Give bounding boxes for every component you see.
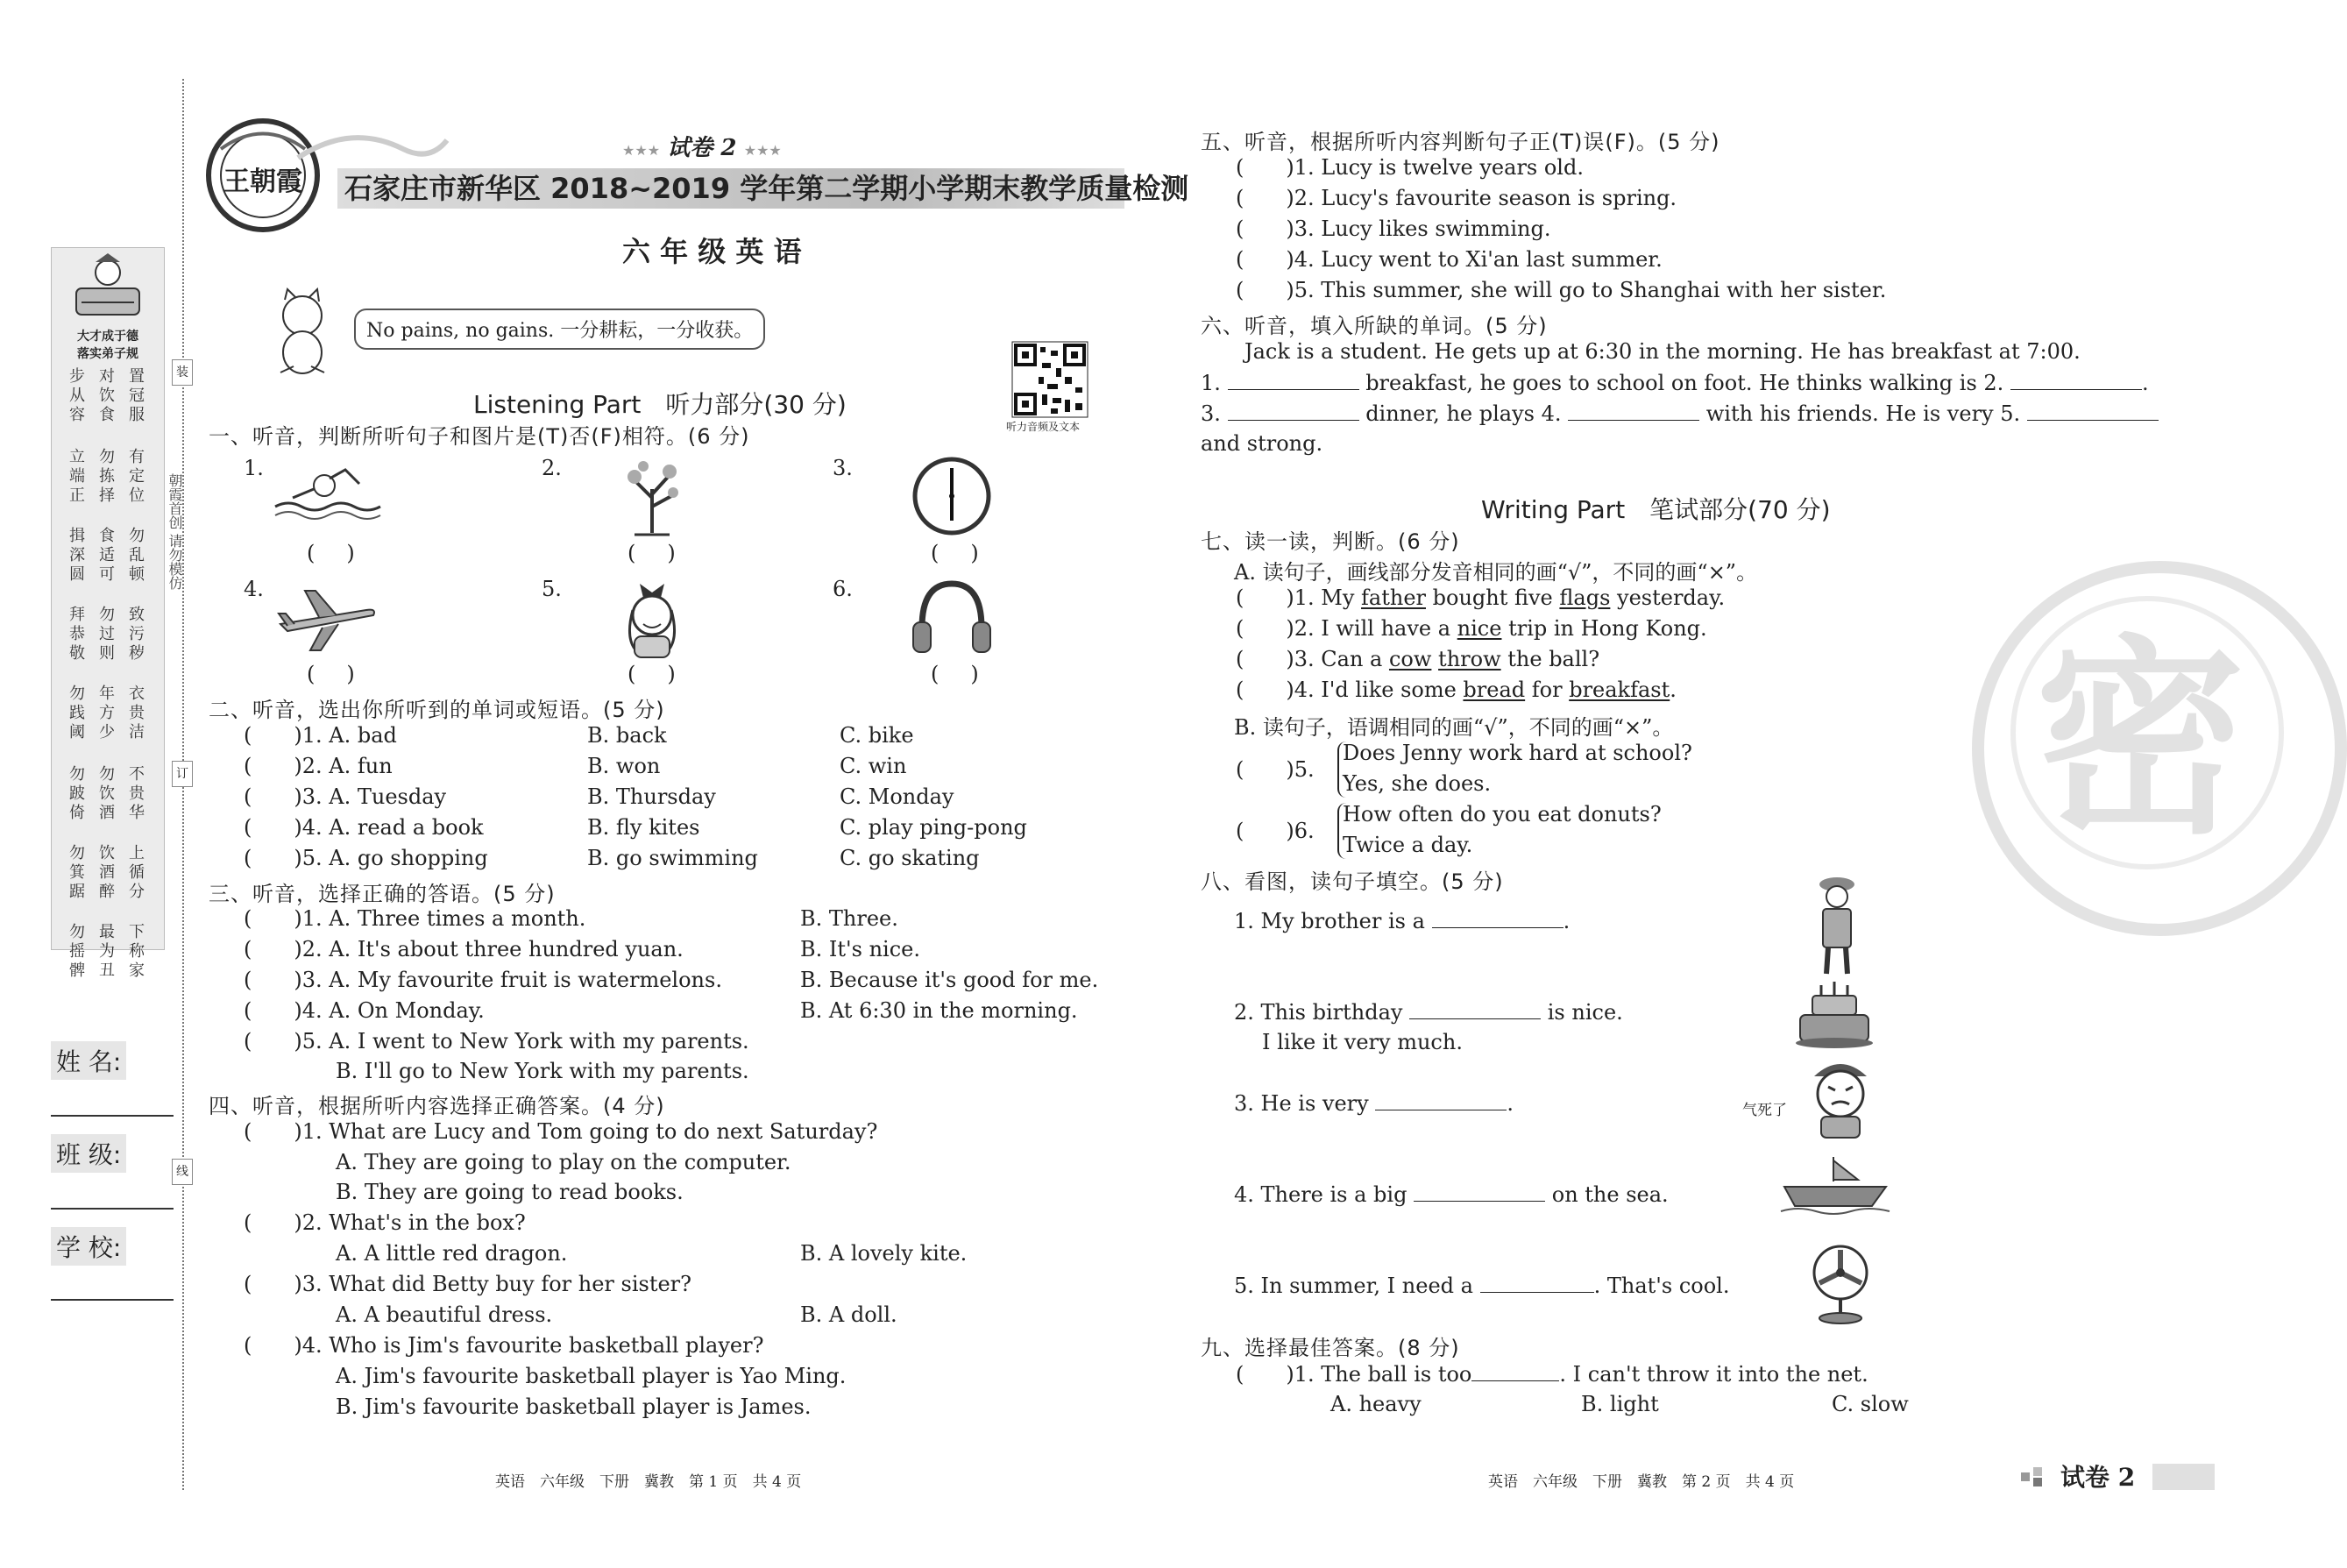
s3-row (244, 906, 585, 931)
s5-statement: )5. This summer, she will go to Shanghai with her sister. (1286, 278, 1887, 302)
section-4-heading: 四、听音，根据所听内容选择正确答案。(4 分) (209, 1094, 665, 1118)
s7-q6-number: ( )6. (1236, 819, 1315, 843)
answer-paren-open[interactable]: ( (244, 998, 252, 1023)
s3-option-a: )3. A. My favourite fruit is watermelons. (294, 968, 722, 992)
motto-bubble: No pains, no gains. 一分耕耘，一分收获。 (354, 309, 765, 350)
s2-row (244, 723, 397, 748)
s3-option-a: )4. A. On Monday. (294, 998, 485, 1023)
answer-paren-open[interactable]: ( (1236, 647, 1244, 671)
tree-icon (608, 454, 713, 538)
picture-number: 1. (244, 456, 264, 480)
birthday-cake-icon (1795, 980, 1874, 1050)
sidebar-title-1: 大才成于德 (77, 330, 138, 344)
sidebar-verse: 最为丑 (99, 923, 115, 980)
section-6-heading: 六、听音，填入所缺的单词。(5 分) (1201, 314, 1548, 338)
s8-blank-2[interactable] (1409, 999, 1541, 1019)
s2-option-b: B. back (587, 723, 667, 748)
s2-row (244, 784, 446, 809)
s2-row (244, 846, 488, 870)
sidebar-verse: 勿践阈 (69, 685, 85, 741)
paper-label-row: ★★★ 试卷 2 ★★★ (622, 135, 782, 161)
answer-paren-open[interactable]: ( (1236, 278, 1244, 302)
sidebar-verse: 饮酒醉 (99, 844, 115, 901)
sidebar-title-2: 落实弟子规 (77, 347, 138, 361)
s9-q1-a: A. heavy (1330, 1392, 1422, 1416)
section-1-heading: 一、听音，判断所听句子和图片是(T)否(F)相符。(6 分) (209, 424, 750, 449)
seal-mark-1: 装 (172, 359, 193, 386)
s3-option-b: B. Three. (800, 906, 898, 931)
name-label: 姓 名: (51, 1041, 126, 1080)
s4-q4: ( )4. Who is Jim's favourite basketball player? (244, 1333, 764, 1358)
qr-code-icon[interactable] (1012, 342, 1088, 417)
s2-option-b: B. Thursday (587, 784, 716, 809)
sidebar-verse: 食适可 (99, 527, 115, 584)
writing-title: Writing Part 笔试部分(70 分) (1481, 495, 1831, 524)
s3-option-a: )2. A. It's about three hundred yuan. (294, 937, 684, 961)
qr-caption: 听力音频及文本 (1006, 421, 1081, 433)
answer-parentheses[interactable]: () (307, 541, 386, 565)
sentence-part: )1. My (1286, 585, 1362, 610)
sidebar-verse: 拜恭敬 (69, 606, 85, 663)
s4-q1: ( )1. What are Lucy and Tom going to do next Saturday? (244, 1119, 878, 1144)
sidebar-verse: 勿乱顿 (129, 527, 145, 584)
class-label: 班 级: (51, 1134, 126, 1173)
answer-parentheses[interactable]: () (307, 662, 386, 686)
s4-q1-a: A. They are going to play on the computer. (336, 1150, 791, 1174)
answer-paren-open[interactable]: ( (244, 906, 252, 931)
sidebar-verse: 立端正 (69, 448, 85, 505)
s6-paragraph-line-4: and strong. (1201, 431, 1323, 456)
s7-q6-line-a: How often do you eat donuts? (1343, 802, 1662, 827)
s7-q5-line-b: Yes, she does. (1343, 771, 1492, 796)
picture-number: 6. (833, 577, 853, 601)
sidebar-verse: 步从容 (69, 367, 85, 424)
sidebar-verse: 勿饮酒 (99, 765, 115, 822)
s8-blank-5[interactable] (1480, 1273, 1594, 1293)
sentence-part: the ball? (1500, 647, 1600, 671)
s4-q3-b: B. A doll. (800, 1302, 897, 1327)
answer-paren-open[interactable]: ( (244, 937, 252, 961)
s6-paragraph-line-2: 1. breakfast, he goes to school on foot. He thinks walking is 2. . (1201, 371, 2149, 395)
sidebar-verse: 致污秽 (129, 606, 145, 663)
s7-a-row (1236, 616, 1707, 641)
sidebar-verse: 勿摇髀 (69, 923, 85, 980)
section-9-heading: 九、选择最佳答案。(8 分) (1201, 1336, 1460, 1360)
s3-option-a: )1. A. Three times a month. (294, 906, 586, 931)
s2-row (244, 754, 393, 778)
s3-row (244, 998, 485, 1023)
school-field[interactable] (51, 1297, 174, 1301)
seal-mark-2: 订 (172, 761, 193, 787)
s2-option-c: C. play ping-pong (840, 815, 1027, 840)
sentence-part: . (1670, 678, 1677, 702)
s2-option-a: )2. A. fun (294, 754, 393, 778)
s4-q2-a: A. A little red dragon. (336, 1241, 568, 1266)
s3-row (244, 937, 684, 961)
seal-mark-3: 线 (172, 1159, 193, 1185)
sidebar-verse: 不贵华 (129, 765, 145, 822)
s7-q5-number: ( )5. (1236, 757, 1315, 782)
s3-option-b: B. It's nice. (800, 937, 920, 961)
class-field[interactable] (51, 1206, 174, 1210)
sentence-part: for (1525, 678, 1570, 702)
answer-paren-open[interactable]: ( (244, 968, 252, 992)
s2-option-a: )5. A. go shopping (294, 846, 488, 870)
answer-paren-open[interactable]: ( (1236, 678, 1244, 702)
sidebar-panel (51, 247, 165, 980)
s5-statement: )1. Lucy is twelve years old. (1286, 155, 1584, 180)
sidebar-verse: 有定位 (129, 448, 145, 505)
s8-item-2: 2. This birthday is nice. (1234, 1000, 1623, 1025)
s7-a-row (1236, 678, 1677, 702)
answer-parentheses[interactable]: () (628, 662, 707, 686)
s9-q1: ( )1. The ball is too . I can't throw it into the net. (1236, 1362, 1868, 1387)
answer-paren-open[interactable]: ( (244, 784, 252, 809)
s2-option-c: C. bike (840, 723, 914, 748)
section-2-heading: 二、听音，选出你所听到的单词或短语。(5 分) (209, 698, 665, 722)
s3-option-b: B. At 6:30 in the morning. (800, 998, 1078, 1023)
s8-item-5: 5. In summer, I need a . That's cool. (1234, 1274, 1730, 1298)
s7-q5-line-a: Does Jenny work hard at school? (1343, 741, 1692, 765)
sidebar-verse: 勿跛倚 (69, 765, 85, 822)
sentence-part: )3. Can a (1286, 647, 1389, 671)
name-field[interactable] (51, 1113, 174, 1117)
s3-option-b: B. Because it's good for me. (800, 968, 1099, 992)
answer-paren-open[interactable]: ( (244, 1029, 252, 1054)
s4-q3: ( )3. What did Betty buy for her sister? (244, 1272, 692, 1296)
subject-title: 六 年 级 英 语 (622, 235, 802, 268)
s9-q1-b: B. light (1581, 1392, 1659, 1416)
electric-fan-icon (1805, 1243, 1875, 1327)
s2-row (244, 815, 484, 840)
sidebar-verse: 衣贵洁 (129, 685, 145, 741)
section-8-heading: 八、看图，读句子填空。(5 分) (1201, 869, 1504, 894)
vertical-note: 朝霞首创 请勿模仿 (167, 473, 183, 591)
s7-a-row (1236, 585, 1725, 610)
section-7-heading: 七、读一读，判断。(6 分) (1201, 529, 1460, 554)
section-5-heading: 五、听音，根据所听内容判断句子正(T)误(F)。(5 分) (1201, 130, 1720, 154)
s7-a-instruction: A. 读句子，画线部分发音相同的画“√”，不同的画“×”。 (1234, 560, 1758, 585)
underlined-word: father (1361, 585, 1426, 610)
swimming-icon (275, 454, 380, 538)
sidebar-verse: 勿拣择 (99, 448, 115, 505)
airplane-icon (275, 575, 380, 659)
answer-paren-open[interactable]: ( (1236, 186, 1244, 210)
sidebar-verse: 揖深圆 (69, 527, 85, 584)
answer-paren-open[interactable]: ( (1236, 616, 1244, 641)
headphones-icon (908, 575, 1013, 659)
picture-number: 3. (833, 456, 853, 480)
sentence-part: )2. I will have a (1286, 616, 1457, 641)
s8-blank-3[interactable] (1375, 1090, 1507, 1110)
underlined-word: bread (1463, 678, 1526, 702)
cat-mascot-icon (263, 289, 351, 377)
s5-statement: )4. Lucy went to Xi'an last summer. (1286, 247, 1663, 272)
s4-q2: ( )2. What's in the box? (244, 1210, 526, 1235)
sentence-part: trip in Hong Kong. (1501, 616, 1707, 641)
exam-title: 石家庄市新华区 2018~2019 学年第二学期小学期末教学质量检测 (337, 168, 1124, 209)
sidebar-verse: 对饮食 (99, 367, 115, 424)
sentence-part: bought five (1426, 585, 1560, 610)
brand-logo-text: 王朝霞 (223, 167, 302, 197)
answer-paren-open[interactable]: ( (244, 815, 252, 840)
s2-option-c: C. win (840, 754, 907, 778)
s9-blank-1[interactable] (1471, 1361, 1559, 1381)
s2-option-a: )4. A. read a book (294, 815, 484, 840)
s5-row (1236, 247, 1663, 272)
s8-item-4: 4. There is a big on the sea. (1234, 1182, 1669, 1207)
s6-blank-5[interactable] (2027, 401, 2159, 421)
s2-option-b: B. won (587, 754, 661, 778)
s7-a-row (1236, 647, 1599, 671)
s6-blank-2[interactable] (2010, 370, 2142, 390)
s8-item-3: 3. He is very . (1234, 1091, 1514, 1116)
s5-row (1236, 216, 1551, 241)
s2-option-c: C. Monday (840, 784, 954, 809)
s2-option-a: )1. A. bad (294, 723, 397, 748)
s4-q4-b: B. Jim's favourite basketball player is James. (336, 1394, 812, 1419)
school-label: 学 校: (51, 1227, 126, 1266)
s4-q2-b: B. A lovely kite. (800, 1241, 968, 1266)
sentence-part: yesterday. (1610, 585, 1726, 610)
answer-paren-open[interactable]: ( (1236, 216, 1244, 241)
s5-statement: )3. Lucy likes swimming. (1286, 216, 1551, 241)
ship-icon (1781, 1155, 1890, 1217)
sidebar-verse: 上循分 (129, 844, 145, 901)
s6-blank-3[interactable] (1228, 401, 1359, 421)
sidebar-verse: 勿箕踞 (69, 844, 85, 901)
picture-number: 5. (542, 577, 562, 601)
footer-right: 英语 六年级 下册 冀教 第 2 页 共 4 页 (1488, 1473, 1795, 1491)
girl-icon (608, 575, 713, 659)
s3-option-a: )5. A. I went to New York with my parents. (294, 1029, 749, 1054)
answer-paren-open[interactable]: ( (1236, 155, 1244, 180)
s3-row (244, 1029, 749, 1054)
picture-number: 4. (244, 577, 264, 601)
s6-blank-1[interactable] (1228, 370, 1359, 390)
police-officer-icon (1811, 872, 1863, 977)
s6-blank-4[interactable] (1568, 401, 1699, 421)
s2-option-b: B. fly kites (587, 815, 700, 840)
s4-q3-a: A. A beautiful dress. (336, 1302, 553, 1327)
s2-option-c: C. go skating (840, 846, 980, 870)
answer-paren-open[interactable]: ( (244, 723, 252, 748)
paper-label: 试卷 2 (667, 135, 737, 161)
confidential-watermark: 密 (1972, 561, 2347, 936)
footer-left: 英语 六年级 下册 冀教 第 1 页 共 4 页 (495, 1473, 802, 1491)
s2-option-b: B. go swimming (587, 846, 758, 870)
s2-option-a: )3. A. Tuesday (294, 784, 447, 809)
s8-blank-4[interactable] (1414, 1181, 1545, 1202)
scholar-icon (69, 253, 146, 323)
s3-q5-option-b: B. I'll go to New York with my parents. (336, 1059, 749, 1083)
answer-paren-open[interactable]: ( (244, 846, 252, 870)
clock-icon (908, 454, 1013, 538)
sidebar-verse: 勿过则 (99, 606, 115, 663)
s5-row (1236, 186, 1677, 210)
corner-badge (2021, 1463, 2215, 1492)
s5-row (1236, 155, 1584, 180)
s8-angry-note: 气死了 (1742, 1102, 1787, 1119)
corner-badge-label: 试卷 2 (2060, 1463, 2136, 1492)
underlined-word: flags (1559, 585, 1611, 610)
s6-paragraph-line-1: Jack is a student. He gets up at 6:30 in the morning. He has breakfast at 7:00. (1244, 339, 2081, 364)
answer-paren-open[interactable]: ( (1236, 247, 1244, 272)
underlined-word: cow (1388, 647, 1432, 671)
underlined-word: breakfast (1569, 678, 1670, 702)
s5-statement: )2. Lucy's favourite season is spring. (1286, 186, 1677, 210)
s4-q1-b: B. They are going to read books. (336, 1180, 684, 1204)
sidebar-verse: 年方少 (99, 685, 115, 741)
s3-row (244, 968, 722, 992)
s8-item-2-line-2: I like it very much. (1262, 1030, 1463, 1054)
answer-parentheses[interactable]: () (931, 662, 1010, 686)
answer-paren-open[interactable]: ( (244, 754, 252, 778)
s4-q4-a: A. Jim's favourite basketball player is Yao Ming. (336, 1364, 847, 1388)
s8-item-1: 1. My brother is a . (1234, 909, 1571, 933)
sentence-part (1431, 647, 1438, 671)
answer-parentheses[interactable]: () (931, 541, 1010, 565)
s7-b-instruction: B. 读句子，语调相同的画“√”，不同的画“×”。 (1234, 715, 1674, 740)
sentence-part: )4. I'd like some (1286, 678, 1464, 702)
s5-row (1236, 278, 1886, 302)
answer-parentheses[interactable]: () (628, 541, 707, 565)
listening-title: Listening Part 听力部分(30 分) (473, 390, 847, 419)
s8-blank-1[interactable] (1432, 908, 1563, 928)
s6-paragraph-line-3: 3. dinner, he plays 4. with his friends. He is very 5. (1201, 401, 2159, 426)
sidebar-verse: 下称家 (129, 923, 145, 980)
angry-boy-icon (1807, 1061, 1874, 1139)
picture-number: 2. (542, 456, 562, 480)
underlined-word: throw (1438, 647, 1501, 671)
answer-paren-open[interactable]: ( (1236, 585, 1244, 610)
underlined-word: nice (1457, 616, 1502, 641)
sidebar-verse: 置冠服 (129, 367, 145, 424)
s9-q1-c: C. slow (1832, 1392, 1909, 1416)
s7-q6-line-b: Twice a day. (1343, 833, 1473, 857)
section-3-heading: 三、听音，选择正确的答语。(5 分) (209, 882, 556, 906)
ribbon-decoration (298, 123, 447, 175)
